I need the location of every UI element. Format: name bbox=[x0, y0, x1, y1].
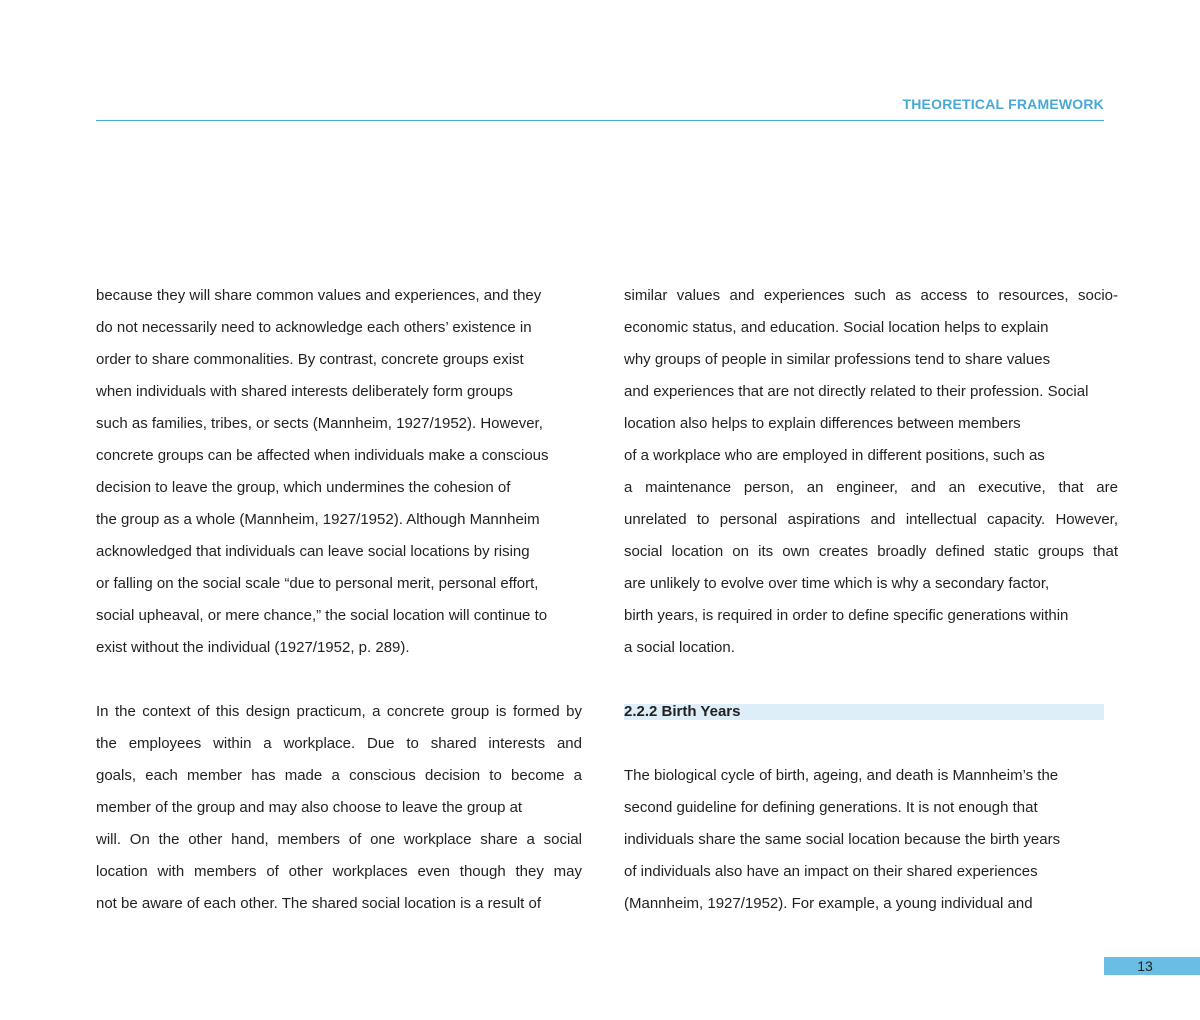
text-line: location also helps to explain differences between members bbox=[624, 415, 1021, 432]
text-line: and experiences that are not directly related to their profession. Social bbox=[624, 383, 1089, 400]
section-title: THEORETICAL FRAMEWORK bbox=[902, 96, 1104, 112]
text-line: location with members of other workplaces even though they may bbox=[96, 863, 582, 880]
text-line: social location on its own creates broadly defined static groups that bbox=[624, 543, 1118, 560]
text-line: exist without the individual (1927/1952, p. 289). bbox=[96, 639, 410, 656]
text-line: similar values and experiences such as access to resources, socio- bbox=[624, 287, 1118, 304]
header-divider bbox=[96, 120, 1104, 121]
paragraph-gap bbox=[624, 664, 1118, 696]
text-line: the group as a whole (Mannheim, 1927/1952). Although Mannheim bbox=[96, 511, 540, 528]
text-line: social upheaval, or mere chance,” the social location will continue to bbox=[96, 607, 548, 624]
text-line: individuals share the same social location because the birth years bbox=[624, 831, 1061, 848]
text-line: a maintenance person, an engineer, and an executive, that are bbox=[624, 479, 1118, 496]
text-line: decision to leave the group, which undermines the cohesion of bbox=[96, 479, 511, 496]
text-line: of a workplace who are employed in different positions, such as bbox=[624, 447, 1045, 464]
text-line: a social location. bbox=[624, 639, 735, 656]
text-line: (Mannheim, 1927/1952). For example, a young individual and bbox=[624, 895, 1033, 912]
left-paragraph-1 bbox=[96, 280, 582, 664]
text-line: when individuals with shared interests deliberately form groups bbox=[96, 383, 513, 400]
text-line: member of the group and may also choose to leave the group at bbox=[96, 799, 523, 816]
text-line: acknowledged that individuals can leave social locations by rising bbox=[96, 543, 530, 560]
text-line: such as families, tribes, or sects (Mannheim, 1927/1952). However, bbox=[96, 415, 543, 432]
text-line: concrete groups can be affected when individuals make a conscious bbox=[96, 447, 549, 464]
page-number-tab bbox=[1104, 957, 1200, 975]
text-line: goals, each member has made a conscious decision to become a bbox=[96, 767, 582, 784]
text-line: not be aware of each other. The shared social location is a result of bbox=[96, 895, 541, 912]
text-line: birth years, is required in order to define specific generations within bbox=[624, 607, 1069, 624]
right-paragraph-2 bbox=[624, 760, 1118, 920]
text-line: economic status, and education. Social location helps to explain bbox=[624, 319, 1049, 336]
page-number: 13 bbox=[1137, 958, 1153, 974]
right-paragraph-1 bbox=[624, 280, 1118, 664]
text-line: second guideline for defining generations. It is not enough that bbox=[624, 799, 1038, 816]
text-line: are unlikely to evolve over time which is why a secondary factor, bbox=[624, 575, 1050, 592]
section-subheading: 2.2.2 Birth Years bbox=[624, 704, 1104, 720]
text-line: unrelated to personal aspirations and intellectual capacity. However, bbox=[624, 511, 1118, 528]
text-line: or falling on the social scale “due to personal merit, personal effort, bbox=[96, 575, 539, 592]
left-column bbox=[96, 280, 582, 920]
right-column bbox=[624, 280, 1118, 920]
paragraph-gap bbox=[96, 664, 582, 696]
text-line: of individuals also have an impact on their shared experiences bbox=[624, 863, 1038, 880]
text-line: The biological cycle of birth, ageing, and death is Mannheim’s the bbox=[624, 767, 1059, 784]
text-line: the employees within a workplace. Due to shared interests and bbox=[96, 735, 582, 752]
text-line: will. On the other hand, members of one workplace share a social bbox=[96, 831, 582, 848]
paragraph-gap bbox=[624, 728, 1118, 760]
text-line: In the context of this design practicum, a concrete group is formed by bbox=[96, 703, 582, 720]
text-line: why groups of people in similar professions tend to share values bbox=[624, 351, 1051, 368]
text-line: order to share commonalities. By contrast, concrete groups exist bbox=[96, 351, 524, 368]
text-line: because they will share common values and experiences, and they bbox=[96, 287, 542, 304]
text-line: do not necessarily need to acknowledge each others’ existence in bbox=[96, 319, 532, 336]
left-paragraph-2 bbox=[96, 696, 582, 920]
